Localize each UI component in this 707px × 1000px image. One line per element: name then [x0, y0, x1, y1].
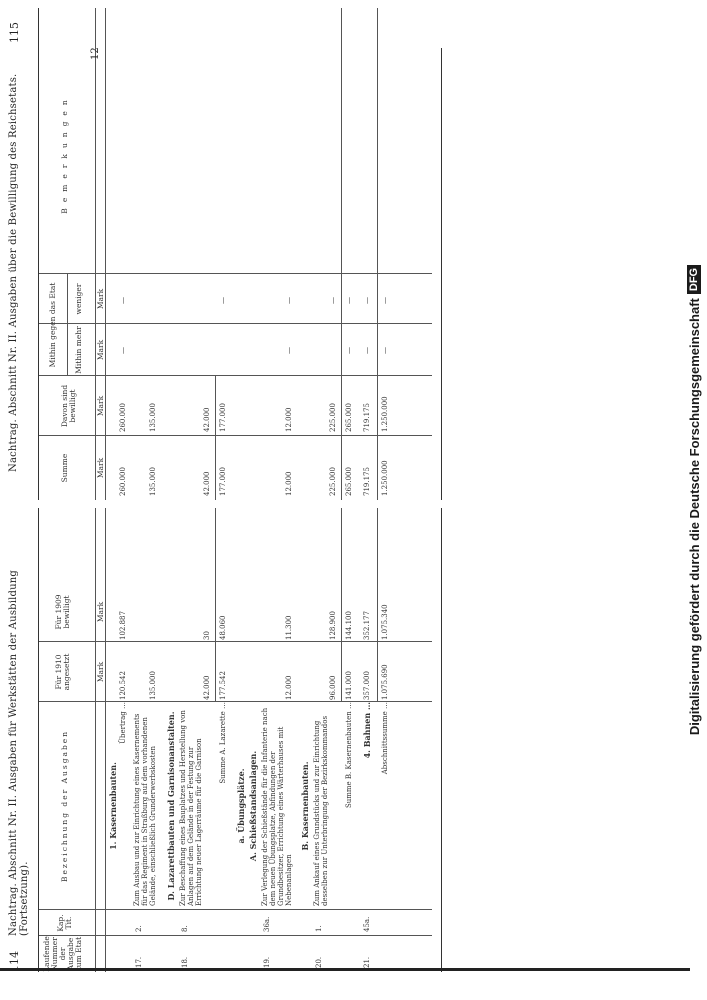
right-table [38, 8, 432, 500]
row-text: Übertrag … [119, 702, 127, 744]
row-text: Zum Ausbau und zur Einrichtung eines Kasernements für das Regiment in Straßburg auf dem vorhandenen Gelände, einschließlich Grunderwerbskosten [133, 713, 157, 906]
column-divider [39, 935, 432, 936]
section-heading: a. Übungsplätze. [236, 768, 246, 844]
column-divider [39, 909, 432, 910]
header-rule [67, 274, 68, 376]
row-value-approved: 102.887 [119, 611, 127, 640]
sum-rule [341, 508, 342, 702]
row-text: Summe B. Kasernenbauten … [345, 702, 353, 809]
sum-rule [341, 8, 342, 500]
row-approved: 12.000 [285, 407, 293, 432]
row-number: 18. [181, 956, 189, 968]
section-heading: 1. Kasernenbauten. [108, 762, 118, 850]
row-sum: 719.175 [363, 467, 371, 496]
left-table [38, 508, 432, 972]
row-value-approved: 352.177 [363, 611, 371, 640]
row-text: Summe A. Lazarette … [219, 702, 227, 784]
row-more: — [119, 347, 127, 354]
column-header-less: weniger [74, 283, 83, 315]
row-less: — [219, 297, 227, 304]
row-number: 21. [363, 956, 371, 968]
row-more: — [381, 347, 389, 354]
row-value-approved: 11.300 [285, 615, 293, 640]
row-more: — [363, 347, 371, 354]
row-kap: 8. [181, 925, 189, 932]
row-value-planned: 135.000 [149, 671, 157, 700]
row-kap: 2. [135, 925, 143, 932]
row-number: 17. [135, 956, 143, 968]
column-header-approved: Für 1909 bewilligt [54, 594, 71, 630]
column-header-planned: Für 1910 angesetzt [54, 653, 71, 691]
row-value-planned: 120.542 [119, 671, 127, 700]
row-approved: 1.250.000 [381, 396, 389, 432]
row-more: — [345, 347, 353, 354]
row-approved: 177.000 [219, 403, 227, 432]
row-value-planned: 1.075.690 [381, 664, 389, 700]
row-value-planned: 177.542 [219, 671, 227, 700]
row-value-approved: 48.060 [219, 615, 227, 640]
row-sum: 135.000 [149, 467, 157, 496]
header-rule [95, 8, 96, 500]
left-page [0, 500, 707, 1000]
row-approved: 225.000 [329, 403, 337, 432]
page-number: 115 [8, 22, 21, 43]
row-less: — [329, 297, 337, 304]
section-heading: A. Schießstandsanlagen. [248, 750, 258, 862]
unit-label: Mark [96, 601, 105, 623]
sum-rule [377, 8, 378, 500]
table-bottom-rule [441, 508, 442, 972]
row-approved: 719.175 [363, 403, 371, 432]
column-header-kap: Kap. Tit. [56, 914, 73, 932]
row-sum: 12.000 [285, 471, 293, 496]
row-value-approved: 1.075.340 [381, 604, 389, 640]
row-sum: 177.000 [219, 467, 227, 496]
running-title: Nachtrag. Abschnitt Nr. II. Ausgaben über die Bewilligung des Reichsetats. [8, 73, 19, 472]
scan-edge-line [0, 968, 690, 971]
row-less: — [285, 297, 293, 304]
sum-rule [377, 508, 378, 702]
unit-label: Mark [96, 339, 105, 361]
row-less: — [119, 297, 127, 304]
row-text: Abschnittssumme … [381, 702, 389, 775]
header-rule [95, 508, 96, 972]
row-less: — [345, 297, 353, 304]
row-value-planned: 141.000 [345, 671, 353, 700]
header-rule [105, 8, 106, 500]
sum-rule [215, 508, 216, 702]
row-number: 19. [263, 956, 271, 968]
row-less: — [381, 297, 389, 304]
header-rule [105, 508, 106, 972]
row-text: 4. Bahnen … [362, 702, 372, 759]
unit-label: Mark [96, 288, 105, 310]
row-approved: 260.000 [119, 403, 127, 432]
margin-note: 12 [90, 47, 101, 60]
column-superheader: Mithin gegen das Etat [48, 282, 57, 368]
row-value-planned: 42.000 [203, 675, 211, 700]
row-value-approved: 144.100 [345, 611, 353, 640]
unit-label: Mark [96, 395, 105, 417]
row-text: Zur Verlegung der Schießstände für die Infanterie nach dem neuen Übungsplatze, Abfindungen der Grundbesitzer, Errichtung eines Wärterhauses mit Nebenanlagen [261, 707, 293, 906]
row-sum: 265.000 [345, 467, 353, 496]
unit-label: Mark [96, 661, 105, 683]
row-kap: 1. [315, 925, 323, 932]
column-header-remarks: Bemerkungen [60, 94, 69, 214]
row-approved: 265.000 [345, 403, 353, 432]
section-heading: B. Kasernenbauten. [300, 761, 310, 851]
row-value-approved: 128.900 [329, 611, 337, 640]
section-heading: D. Lazarettbauten und Garnisonanstalten. [166, 711, 176, 901]
row-number: 20. [315, 956, 323, 968]
row-text: Zum Ankauf eines Grundstücks und zur Einrichtung desselben zur Unterbringung der Bezirkskommandos [313, 715, 329, 906]
sum-rule [215, 376, 216, 500]
row-less: — [363, 297, 371, 304]
row-more: — [285, 347, 293, 354]
unit-label: Mark [96, 457, 105, 479]
row-value-planned: 12.000 [285, 675, 293, 700]
row-value-planned: 357.000 [363, 671, 371, 700]
row-sum: 1.250.000 [381, 460, 389, 496]
column-header-more: Mithin mehr [74, 326, 83, 374]
dfg-logo: DFG [687, 265, 701, 294]
right-page-header [8, 8, 36, 472]
running-title: Nachtrag. Abschnitt Nr. II. Ausgaben für Werkstätten der Ausbildung (Fortsetzung). [8, 569, 30, 936]
dfg-watermark [683, 4, 705, 996]
row-kap: 36a. [263, 916, 271, 932]
page-number: 114 [8, 951, 21, 972]
row-sum: 42.000 [203, 471, 211, 496]
column-header-approved: Davon sind bewilligt [60, 384, 77, 428]
row-value-approved: 30 [203, 631, 211, 640]
column-header-sum: Summe [60, 453, 69, 483]
left-page-header [8, 508, 36, 972]
column-header-designation: Bezeichnung der Ausgaben [60, 729, 69, 883]
row-sum: 260.000 [119, 467, 127, 496]
row-value-planned: 96.000 [329, 675, 337, 700]
row-kap: 45a. [363, 916, 371, 932]
column-header-number: Laufende Nummer der Ausgabe zum Etat [42, 936, 83, 972]
row-text: Zur Beschaffung eines Bauplatzes und Herstellung von Anlagen auf dem Gelände in der Festung zur Errichtung neuer Lagerräume für die Garnison [179, 710, 203, 906]
row-approved: 135.000 [149, 403, 157, 432]
watermark-text: Digitalisierung gefördert durch die Deutsche Forschungsgemeinschaft [686, 298, 702, 736]
table-bottom-rule [441, 48, 442, 500]
row-approved: 42.000 [203, 407, 211, 432]
row-sum: 225.000 [329, 467, 337, 496]
